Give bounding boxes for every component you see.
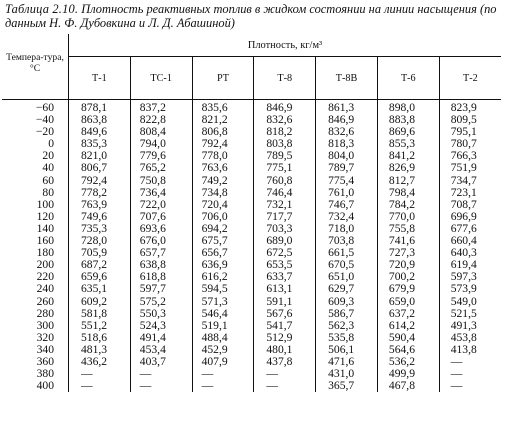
density-cell: 586,7 [316, 308, 378, 320]
table-row [2, 259, 501, 271]
temperature-cell: 240 [2, 283, 69, 295]
density-cell: 564,6 [377, 344, 439, 356]
density-cell: 794,0 [130, 138, 192, 150]
density-cell: 846,9 [316, 114, 378, 126]
density-cell: 640,3 [450, 246, 477, 260]
density-cell: 792,4 [192, 138, 254, 150]
temperature-cell: −40 [2, 114, 69, 126]
density-cell: 365,7 [316, 380, 378, 392]
density-cell: 633,7 [254, 271, 316, 283]
density-cell: 597,7 [130, 283, 192, 295]
density-cell: 638,8 [130, 259, 192, 271]
density-cell: 749,6 [69, 211, 131, 223]
density-cell: 679,9 [377, 283, 439, 295]
density-cell: — [192, 368, 254, 380]
density-cell: 708,7 [450, 197, 477, 211]
density-cell: 795,1 [450, 125, 477, 139]
table-row [2, 344, 501, 356]
density-cell: 898,0 [377, 100, 439, 115]
temperature-cell: 80 [2, 187, 69, 199]
density-cell: 749,2 [192, 175, 254, 187]
table-row [2, 283, 501, 295]
table-row [2, 175, 501, 187]
density-cell: 818,3 [316, 138, 378, 150]
density-table [2, 34, 501, 392]
density-cell: 766,3 [450, 149, 477, 163]
density-cell: 732,4 [316, 211, 378, 223]
fuel-header-t8: Т-8 [254, 57, 316, 100]
density-cell: 789,7 [316, 162, 378, 174]
density-cell: 722,0 [130, 199, 192, 211]
density-cell: 413,8 [450, 342, 477, 356]
table-row [2, 296, 501, 308]
density-cell: — [130, 380, 192, 392]
temperature-cell: 200 [2, 259, 69, 271]
density-cell: 818,2 [254, 126, 316, 138]
density-cell: — [450, 367, 463, 381]
density-cell: 491,4 [130, 332, 192, 344]
density-cell: 506,1 [316, 344, 378, 356]
density-cell: 437,8 [254, 356, 316, 368]
temperature-cell: 180 [2, 247, 69, 259]
temperature-cell: 20 [2, 150, 69, 162]
density-cell: 763,9 [69, 199, 131, 211]
density-cell: 660,4 [450, 234, 477, 248]
density-cell: 609,3 [316, 296, 378, 308]
density-cell: 407,9 [192, 356, 254, 368]
density-cell: 562,3 [316, 320, 378, 332]
density-cell: 535,8 [316, 332, 378, 344]
density-cell: 718,0 [316, 223, 378, 235]
density-cell: 541,7 [254, 320, 316, 332]
density-cell: 705,9 [69, 247, 131, 259]
density-cell: 821,0 [69, 150, 131, 162]
table-row [2, 199, 501, 211]
density-cell: 436,2 [69, 356, 131, 368]
table-row [2, 247, 501, 259]
temperature-header: Темпера-тура, °C [2, 34, 69, 100]
density-cell: 789,5 [254, 150, 316, 162]
density-cell: 635,1 [69, 283, 131, 295]
density-cell: 696,9 [450, 209, 477, 223]
density-cell: — [130, 368, 192, 380]
density-cell: 491,3 [450, 318, 477, 332]
temperature-cell: 100 [2, 199, 69, 211]
density-cell: 512,9 [254, 332, 316, 344]
density-cell: 480,1 [254, 344, 316, 356]
density-cell: 832,6 [254, 114, 316, 126]
density-cell: — [450, 354, 463, 368]
density-cell: 835,6 [192, 100, 254, 115]
temperature-cell: 280 [2, 308, 69, 320]
density-cell: 761,0 [316, 187, 378, 199]
density-cell: 821,2 [192, 114, 254, 126]
density-cell: 760,8 [254, 175, 316, 187]
density-cell: — [192, 380, 254, 392]
density-cell: 746,4 [254, 187, 316, 199]
density-cell: 653,5 [254, 259, 316, 271]
table-row [2, 150, 501, 162]
density-cell: 575,2 [130, 296, 192, 308]
table-row [2, 332, 501, 344]
table-caption [5, 2, 500, 30]
table-row [2, 368, 501, 380]
temperature-cell: −60 [2, 100, 69, 115]
density-cell: 677,6 [450, 221, 477, 235]
table-row [2, 187, 501, 199]
density-cell: 755,8 [377, 223, 439, 235]
density-cell: 452,9 [192, 344, 254, 356]
density-cell: 720,9 [377, 259, 439, 271]
density-cell: 855,3 [377, 138, 439, 150]
density-cell: 521,5 [450, 306, 477, 320]
density-cell: 734,8 [192, 187, 254, 199]
density-cell: 471,6 [316, 356, 378, 368]
density-cell: 770,0 [377, 211, 439, 223]
density-cell: 778,2 [69, 187, 131, 199]
table-row [2, 308, 501, 320]
density-cell: 846,9 [254, 100, 316, 115]
density-cell: — [254, 380, 316, 392]
temperature-cell: 260 [2, 296, 69, 308]
density-cell: 659,0 [377, 296, 439, 308]
temperature-cell: 0 [2, 138, 69, 150]
temperature-cell: −20 [2, 126, 69, 138]
density-cell: 689,0 [254, 235, 316, 247]
table-row [2, 114, 501, 126]
density-cell: 619,4 [450, 258, 477, 272]
density-cell: 614,2 [377, 320, 439, 332]
table-row [2, 320, 501, 332]
density-cell: 720,4 [192, 199, 254, 211]
density-cell: 453,8 [450, 330, 477, 344]
density-cell: 775,4 [316, 175, 378, 187]
temperature-cell: 360 [2, 356, 69, 368]
density-cell: 751,9 [450, 161, 477, 175]
density-cell: 659,6 [69, 271, 131, 283]
density-cell: 403,7 [130, 356, 192, 368]
density-cell: 806,8 [192, 126, 254, 138]
temperature-cell: 220 [2, 271, 69, 283]
density-cell: 835,3 [69, 138, 131, 150]
table-number: Таблица 2.10. [5, 2, 79, 16]
density-cell: 524,3 [130, 320, 192, 332]
density-cell: 687,2 [69, 259, 131, 271]
density-cell: 656,7 [192, 247, 254, 259]
caption-text: Плотность реактивных топлив в жидком состоянии на линии насыщения (по данным Н. Ф. Дубовкина и Л. Д. Абашиной) [5, 2, 497, 30]
density-cell: 728,0 [69, 235, 131, 247]
density-cell: 878,1 [69, 100, 131, 115]
density-cell: 637,2 [377, 308, 439, 320]
temperature-cell: 320 [2, 332, 69, 344]
fuel-header-t8v: Т-8В [316, 57, 378, 100]
density-cell: 734,7 [450, 173, 477, 187]
table-row [2, 126, 501, 138]
density-cell: 694,2 [192, 223, 254, 235]
density-cell: 700,2 [377, 271, 439, 283]
temperature-cell: 340 [2, 344, 69, 356]
density-cell: 780,7 [450, 137, 477, 151]
density-cell: 636,9 [192, 259, 254, 271]
density-cell: 571,3 [192, 296, 254, 308]
density-cell: 488,4 [192, 332, 254, 344]
temperature-cell: 60 [2, 175, 69, 187]
density-cell: 551,2 [69, 320, 131, 332]
temperature-cell: 400 [2, 380, 69, 392]
density-cell: 670,5 [316, 259, 378, 271]
density-cell: 661,5 [316, 247, 378, 259]
fuel-header-ts1: ТС-1 [130, 57, 192, 100]
density-cell: — [69, 368, 131, 380]
table-row [2, 356, 501, 368]
table-row [2, 235, 501, 247]
density-cell: 841,2 [377, 150, 439, 162]
table-row [2, 100, 501, 115]
density-cell: — [450, 379, 463, 393]
density-cell: 823,9 [450, 101, 477, 114]
density-cell: 675,7 [192, 235, 254, 247]
density-cell: 703,8 [316, 235, 378, 247]
table-row [2, 211, 501, 223]
density-cell: 693,6 [130, 223, 192, 235]
density-cell: 861,3 [316, 100, 378, 115]
density-cell: 804,0 [316, 150, 378, 162]
density-cell: 651,0 [316, 271, 378, 283]
density-cell: 453,4 [130, 344, 192, 356]
density-cell: 431,0 [316, 368, 378, 380]
density-cell: 590,4 [377, 332, 439, 344]
density-cell: 784,2 [377, 199, 439, 211]
density-cell: 706,0 [192, 211, 254, 223]
temperature-cell: 120 [2, 211, 69, 223]
density-cell: 549,0 [450, 294, 477, 308]
density-cell: 775,1 [254, 162, 316, 174]
density-cell: 803,8 [254, 138, 316, 150]
density-cell: 519,1 [192, 320, 254, 332]
density-cell: 591,1 [254, 296, 316, 308]
density-cell: 779,6 [130, 150, 192, 162]
density-cell: 723,1 [450, 185, 477, 199]
density-cell: — [254, 368, 316, 380]
density-cell: 594,5 [192, 283, 254, 295]
temperature-cell: 380 [2, 368, 69, 380]
density-cell: 822,8 [130, 114, 192, 126]
density-cell: 883,8 [377, 114, 439, 126]
density-cell: 826,9 [377, 162, 439, 174]
table-row [2, 271, 501, 283]
fuel-header-t6: Т-6 [377, 57, 439, 100]
density-cell: 657,7 [130, 247, 192, 259]
density-cell: 735,3 [69, 223, 131, 235]
density-cell: 763,6 [192, 162, 254, 174]
density-cell: 629,7 [316, 283, 378, 295]
density-cell: 467,8 [377, 380, 439, 392]
density-cell: 550,3 [130, 308, 192, 320]
temperature-cell: 40 [2, 162, 69, 174]
fuel-header-t1: Т-1 [69, 57, 131, 100]
density-cell: 809,5 [450, 113, 477, 127]
density-cell: — [69, 380, 131, 392]
density-cell: 832,6 [316, 126, 378, 138]
density-cell: 869,6 [377, 126, 439, 138]
fuel-header-rt: РТ [192, 57, 254, 100]
density-cell: 778,0 [192, 150, 254, 162]
density-cell: 732,1 [254, 199, 316, 211]
temperature-cell: 140 [2, 223, 69, 235]
density-cell: 806,7 [69, 162, 131, 174]
temperature-cell: 300 [2, 320, 69, 332]
density-cell: 518,6 [69, 332, 131, 344]
density-cell: 581,8 [69, 308, 131, 320]
density-cell: 746,7 [316, 199, 378, 211]
density-cell: 616,2 [192, 271, 254, 283]
density-cell: 741,6 [377, 235, 439, 247]
density-cell: 613,1 [254, 283, 316, 295]
density-header: Плотность, кг/м³ [69, 34, 502, 57]
density-cell: 546,4 [192, 308, 254, 320]
density-cell: 750,8 [130, 175, 192, 187]
density-cell: 765,2 [130, 162, 192, 174]
density-cell: 481,3 [69, 344, 131, 356]
table-row [2, 223, 501, 235]
table-body [2, 100, 501, 393]
density-cell: 812,7 [377, 175, 439, 187]
density-cell: 863,8 [69, 114, 131, 126]
table-row [2, 380, 501, 392]
density-cell: 573,9 [450, 282, 477, 296]
density-cell: 727,3 [377, 247, 439, 259]
density-cell: 567,6 [254, 308, 316, 320]
density-cell: 808,4 [130, 126, 192, 138]
table-row [2, 162, 501, 174]
density-cell: 499,9 [377, 368, 439, 380]
density-cell: 597,3 [450, 270, 477, 284]
density-cell: 672,5 [254, 247, 316, 259]
density-cell: 798,4 [377, 187, 439, 199]
density-cell: 536,2 [377, 356, 439, 368]
density-cell: 849,6 [69, 126, 131, 138]
temperature-cell: 160 [2, 235, 69, 247]
density-cell: 707,6 [130, 211, 192, 223]
density-cell: 717,7 [254, 211, 316, 223]
density-cell: 792,4 [69, 175, 131, 187]
density-cell: 703,3 [254, 223, 316, 235]
density-cell: 837,2 [130, 100, 192, 115]
density-cell: 609,2 [69, 296, 131, 308]
table-row [2, 138, 501, 150]
density-cell: 676,0 [130, 235, 192, 247]
fuel-header-t2: Т-2 [439, 57, 501, 100]
density-cell: 736,4 [130, 187, 192, 199]
density-cell: 618,8 [130, 271, 192, 283]
